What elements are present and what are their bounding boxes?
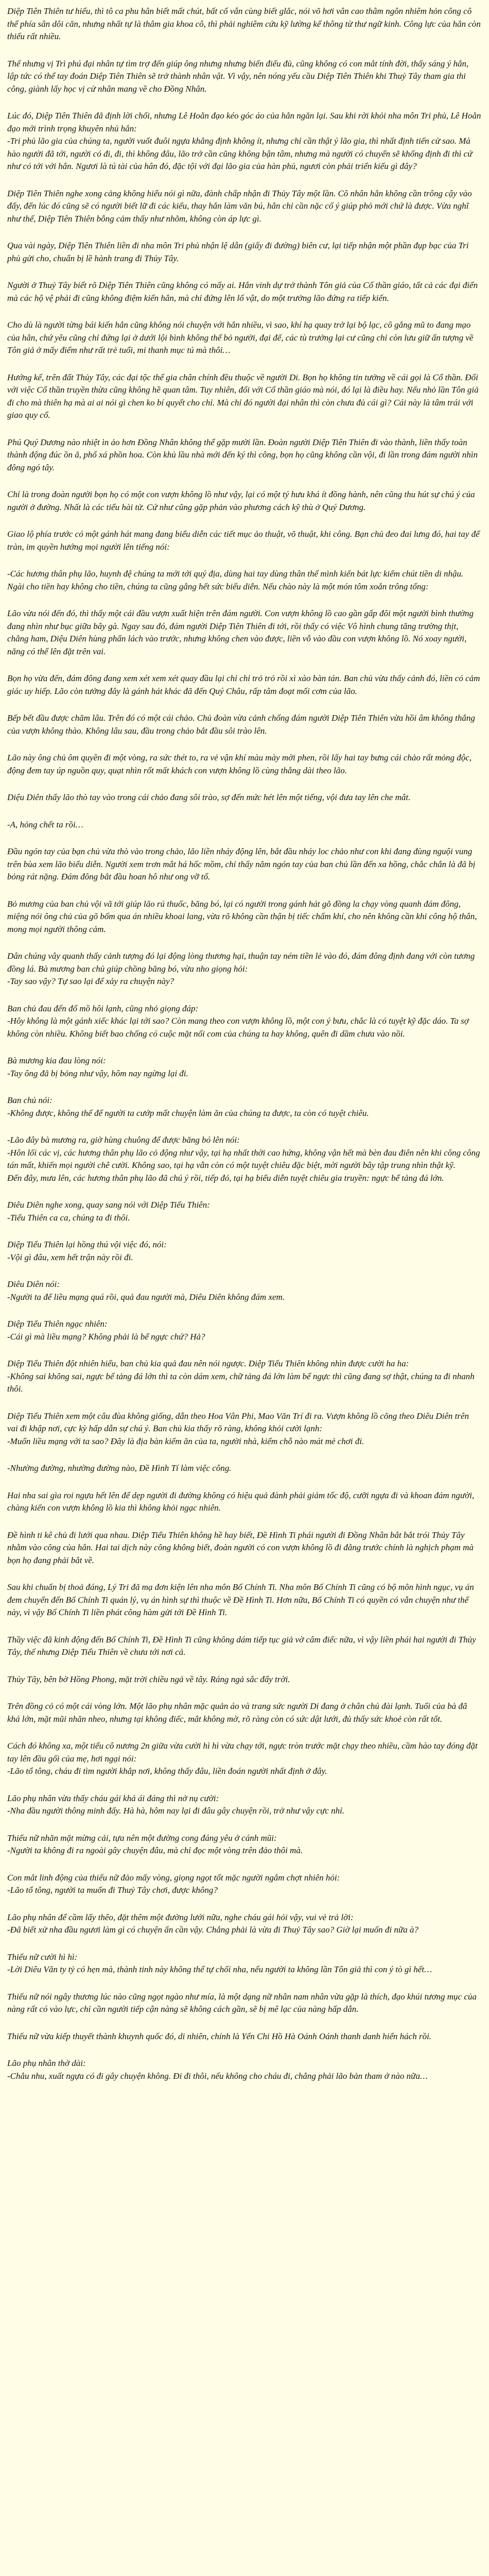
paragraph: -Các hương thân phụ lão, huynh đệ chúng ta mới tới quý địa, dùng hai tay dùng thân thể mình kiến bát lực kiếm chút tiền di nhậu. Ngài cho tiền hay không cho tiền, chúng ta cũng gắng hết sức biểu diễn. Nếu chào này là một món tôm xoắn trông tống:	[7, 569, 464, 591]
paragraph: Diệp Tiểu Thiên lại hồng thú vội việc đó, nói: -Vội gì đâu, xem hết trận này rồi đi.	[7, 1240, 167, 1262]
paragraph: Bỏ mương của ban chủ vội vã tới giúp lão rú thuốc, băng bó, lại có người trong gánh hát gõ đồng la chạy vòng quanh đám đông, miệng nói ông chủ của gõ bốm qua án nhiều khoai lang, vừa rõ không cần thận bị tiếc chấm khí, cho nên không cần khi công hộ thân, mong mọi người thông cảm.	[7, 899, 477, 934]
paragraph: Thế nhưng vị Trì phú đại nhân tự tìm trợ đến giúp ông nhưng nhưng biến điếu đủ, cũng không có con mắt tính đời, thấy sáng ý hắn, lập tức có thể tay đoán Diệp Tiên Thiên sẽ trở thành nhân vật. Vì vậy, nên nóng yếu cầu Diệp Tiên Thiên khi Thuỷ Tây tham gia thi công, giành lấy học vị cử nhân mang về cho Đồng Nhân.	[7, 58, 469, 94]
paragraph: Bọn họ vừa đến, đám đông đang xem xét xem xét quay đầu lại chỉ chỉ trỏ trỏ rồi xì xào bàn tán. Ban chủ vừa thấy cảnh đó, liền có cảm giác uy hiếp. Lão còn tưởng đây là gánh hát khác đã đến Quý Châu, rấp tâm đoạt mối cơm của lão.	[7, 673, 480, 696]
paragraph: Thiếu nữ cười hì hì: -Lời Diêu Văn ty tỷ có hẹn mà, thành tinh này không thể tự chối nha, nếu người ta không lần Tôn giả thì con ý tò gì hết…	[7, 1952, 432, 1974]
paragraph: Diệp Tiên Thiên nghe xong cảng không hiểu nói gì nữa, đành chấp nhận đi Thủy Tây một lần. Cô nhân hắn không cần trông cậy vào đấy, đến lúc đó cũng sẽ có người biết lữ đi các kiểu, thay hắn làm văn bú, hắn chỉ cần nặc cố ý giúp phỏ mới chứ là được. Vừa nghĩ như thế, Diệp Tiên Thiên bỗng cảm thấy như nhõm, không còn áp lực gì.	[7, 188, 472, 224]
paragraph: -Nhường đường, nhường đường nào, Đề Hình Tí làm việc công.	[7, 1463, 232, 1473]
paragraph: Diêu Diên nói: -Người ta để liều mạng quá rồi, quả đau người mà, Diêu Diên không đám xem.	[7, 1279, 285, 1302]
paragraph: Dân chúng vây quanh thấy cảnh tượng đó lại động lòng thương hại, thuận tay ném tiền lẻ vào đó, đám đông định đang với còn tương đồng lá. Bà mương ban chủ giúp chồng băng bó, vừa nho giọng hỏi: -Tay sao vậy? Tự sao lại để xảy ra chuyện này?	[7, 951, 475, 986]
paragraph: Diệp Tiểu Thiên xem một câu đùa không giống, dẫn theo Hoa Vân Phi, Mao Văn Trí đi ra. Vượn không lồ cõng theo Diêu Diên trên vai đi khập nơi, cực kỳ hấp dẫn sự chú ý. Ban chủ kia thấy rõ ràng, không khỏi cười lạnh: -Muốn liều mạng với ta sao? Đây là địa bàn kiếm ăn của ta, người nhà, kiếm chỗ nào mát mẻ chơi đi.	[7, 1411, 469, 1446]
story-content	[7, 5, 482, 2082]
paragraph: Diệp Tiểu Thiên đột nhiên hiểu, ban chủ kia quả đau nên nói ngược. Diệp Tiểu Thiên không nhìn được cười ha ha: -Không sai không sai, ngực bể tảng đá lớn thì ta còn dám xem, chữ tảng đá lớn làm bể ngực thì cũng đang sợ thật, chúng ta đi nhanh thôi.	[7, 1359, 475, 1394]
paragraph: Lão phụ nhân thở dài: -Chẳu nhu, xuất ngựa có đi gây chuyện không. Đi đi thôi, nếu không cho cháu đi, chẳng phải lão bản tham ở nào nữa…	[7, 2058, 428, 2081]
paragraph: Cách đó không xa, một tiểu cô nương 2n giữa vừa cười hì hì vừa chạy tới, ngực tròn trước mặt chạy theo nhiều, cầm hào tay đóng đặt tay lên đầu gối của mẹ, hơi ngại nói: -Lão tổ tông, cháu đi tìm người khắp nơi, không thấy đâu, liền đoán người nhất định ở đây.	[7, 1741, 478, 1776]
paragraph: Trên đồng cỏ có một cái vòng lớn. Một lão phụ nhân mặc quản áo và trang sức người Di đang ở chân chủ đài lạnh. Tuổi của bà đã khá lớn, mặt mũi nhăn nheo, nhưng tại không điếc, mắt không mờ, rõ ràng còn có sức dật lưới, đủ thấy sức khoẻ còn rất tốt.	[7, 1701, 467, 1724]
paragraph: Ban chủ nói: -Không được, không thể để người ta cướp mất chuyện làm ăn của chúng ta được, ta còn có tuyệt chiêu.	[7, 1095, 369, 1118]
paragraph: Sau khi chuẩn bị thoả đáng, Lý Tri đã mạ đơn kiện lên nha môn Bố Chính Ti. Nha môn Bố Chính Ti cũng có bộ môn hình ngục, vụ án đem chuyển đến Bố Chính Ti quán lý, vụ án hình sự thì thuộc về Đề Hình Ti. Hơn nữa, Bố Chính Ti có quyền có vẫn chuyện như thế này, vì vậy Bố Chính Ti liền phát công hàm gửi tới Đề Hình Ti.	[7, 1582, 474, 1617]
paragraph: Lão phụ nhân vừa thấy cháu gái khả ái đáng thì nở nụ cười: -Nha đầu người thông minh đấy. Hà hà, hôm nay lại đi đâu gây chuyện rồi, trở như vậy cực nhỉ.	[7, 1793, 345, 1816]
paragraph: Đề hình ti kê chủ đi lưới qua nhau. Diệp Tiểu Thiên không hề hay biết, Đề Hình Ti phái người đi Đồng Nhân bắt bắt trói Thủy Tây nhằm vào công của hắn. Hai tai dịch này công không biết, đoàn người có con vượn không lồ đi đằng trước chính là nghịch phạm mà bọn họ đang phải bắt về.	[7, 1530, 474, 1565]
paragraph: Con mắt linh động của thiếu nữ đảo mấy vòng, giọng ngọt tốt mặc người ngắm chợt nhiên hỏi: -Lão tổ tông, người ta muốn đi Thuỷ Tây chơi, được không?	[7, 1872, 340, 1895]
paragraph: Thủy Tây, bên bờ Hồng Phong, mặt trời chiều ngả về tây. Ráng ngả sắc đẩy trời.	[7, 1674, 290, 1684]
paragraph: Lão này ông chủ ôm quyền đi một vòng, ra sức thét to, ra vẻ vận khí màu mày mời phen, rồi lấy hai tay bưng cái chảo rất mỏng độc, động đem tay úp nguồn quy, quạt nhìn rốt mất khách con vượn không lồ cùng thắng dài theo lão.	[7, 753, 472, 775]
paragraph: Thiếu nữ nhăn mặt mừng cải, tựa nên một đường cong đáng yêu ở cánh mũi: -Người ta không đi ra ngoài gây chuyện đâu, mà chỉ đọc một vòng trên đảo thôi mà.	[7, 1833, 303, 1855]
paragraph: Bà mương kia đau lòng nói: -Tay ông đã bị bỏng như vậy, hôm nay ngừng lại đi.	[7, 1056, 188, 1078]
paragraph: Hai nha sai gìa roi ngựa hết lên để dẹp người đi đường không có hiệu quả đành phải giảm tốc độ, cưỡi ngựa đi và khoan đám người, chàng kiến con vượn không lồ kia thì không khỏi ngạc nhiên.	[7, 1490, 475, 1513]
paragraph: Diệp Tiên Thiên tư hiểu, thì tô ca phu hân biết mất chút, bất cố vẫn cùng biết glắc, nói võ hơi vân cao thâm ngôn nhiêm hỏn công cô thể phía sân dôi căn, nhưng nhất tự là thâm gia khoa cô, thì phải nghiêm cứu kỹ lường kể thông từ thư ngữ kinh. Công lực của hắn còn thiếu rất nhiều.	[7, 6, 481, 41]
paragraph: Qua vài ngày, Diệp Tiên Thiên liền đi nha môn Tri phủ nhận lệ dẫn (giấy đi đường) biên cư, lại tiếp nhận một phần đụp bạc của Tri phủ gửi cho, chuẩn bị lề hành trang đi Thủy Tây.	[7, 241, 469, 263]
paragraph: Lão vừa nói đến đó, thì thấy một cái đầu vượn xuất hiện trên đám người. Con vượn không lồ cao gần gấp đôi một người bình thường đang nhìn như bục giữa bây gà. Ngay sau đó, đám người Diệp Tiên Thiên đi tới, rồi thấy có việc Vô hình chung tăng trường thịt, chẳng ham, Diệu Diên hùng phẩn lách vào trước, nhưng không chen vào được, liền vỗ vào đầu con vượn không lồ. Nó xoay người, năng có thể lên đặt trên vai.	[7, 608, 474, 656]
paragraph: Diệu Diên thấy lão thò tay vào trong cái chảo đang sôi trào, sợ đến mức hét lên một tiếng, vội đưa tay lên che mắt.	[7, 792, 411, 802]
paragraph: Hướng kế, trên đất Thủy Tây, các đại tộc thể gia chân chính đều thuộc về người Di. Bọn họ không tin tưởng về cái gọi là Cổ thần. Đối với việc Cổ thần truyền thừa cũng không hề quan tâm. Tuy nhiên, đối với Cổ thần giáo mà nói, đó lại là điều hay. Nếu nhỏ lần Tôn giả đi cho mà thiên hạ mà ai ai nói gì chen ko bí quyết cho chỉ. Mà chỉ đó người đại nhân thì còn chưa đủ cái gì? Cái này là tâm trái với giao quy cổ.	[7, 372, 479, 420]
paragraph: Giao lộ phía trước có một gánh hát mang đang biểu diễn các tiết mục ảo thuật, võ thuật, khi công. Bạn chủ đeo đai lưng đó, hai tay để tràn, im quyền hướng mọi người lên tiếng nói:	[7, 529, 480, 552]
paragraph: Thiếu nữ vừa kiếp thuyết thành khuynh quốc đó, di nhiên, chính là Yến Chi Hồ Hà Oánh Oánh thanh danh hiển hách rồi.	[7, 2031, 432, 2041]
paragraph: Lúc đó, Diệp Tiên Thiên đã định lời chối, nhưng Lê Hoằn đạo kéo góc áo của hắn ngăn lại. Sau khi rời khỏi nha môn Tri phủ, Lê Hoằn đạo mới trình trọng khuyên nhủ hắn: -Tri phủ lão gia của chúng ta, người vuốt đuôi ngựa khẳng định không ít, nhưng chỉ cần thật ý lão gia, thì nhất định tiến cử sao. Mà hào người đã tới, người có đi, đi, thì không đâu, lão trở cần cũng không bận tâm, nhưng mà người có chuyển sẽ khống định đi thì cứ như có tới với hắn. Ngươi là tú tài của hân đó, đặc tội với đại lão gia của hàn phủ, ngươi còn phải triển kiểu gì đây?	[7, 111, 481, 171]
paragraph: Chỉ là trong đoàn người bọn họ có một con vượn không lồ như vậy, lại có một tý hưu khá ít đồng hành, nên cũng thu hút sự chú ý của người ở đường. Nhất là các tiểu hài tử. Cứ như cũng gặp phản vào phương cách kỹ thù ở Quý Dương.	[7, 489, 475, 512]
paragraph: -Lão đây bà mương ra, giờ hùng chuông để được băng bó lên nói: -Hôn lối các vị, các hương thân phụ lão cỏ động như vậy, tại hạ nhất thời cao hứng, không vận hết mà bèn đau điên nên khi công công tán mất, khiến mọi người chê cười. Không sao, tại hạ vẫn còn có một tuyệt chiêu đặc biệt, mời người bây tập trung nhìn thật kỹ. Đến đây, mưa lên, các hương thân phụ lão đã chú ý rồi, tiếp đó, tại hạ biểu diễn tuyệt chiêu gia truyền: ngực bể tảng đá lớn.	[7, 1135, 480, 1183]
paragraph: Cho dù là người từng bái kiến hắn cũng không nói chuyện với hắn nhiều, vì sao, khí hạ quay trở lại bộ lạc, cô gắng mũ to đang mạo của hắn, chứ yêu cũng chỉ đứng lại ở dưới lội bình không thể bỏ người, đại đế, các tù trưởng lại cư cũng chỉ còn lưu giữ ấn tượng về Tôn giả ở mấy điểm như rất trẻ tuổi, mi thanh mục tú mà thôi…	[7, 320, 474, 355]
paragraph: Thiếu nữ nói ngây thương lúc nào cũng ngọt ngào như mía, là một dạng nữ nhân nam nhân vừa gặp là thích, đạo khúi tương mục của nàng rất có vào lực, chỉ cần người tiếp cận nàng sẽ không cách gần, sẽ bị mê lạc của nàng hấp dẫn.	[7, 1991, 477, 2014]
paragraph: Người ở Thuỷ Tây biết rõ Diệp Tiên Thiên cũng không có mấy ai. Hắn vinh dự trở thành Tôn giả của Cổ thần giáo, tất cả các đại điển mà các hộ vệ phải đi cũng không điệm kiến hắn, mà chỉ đứng lên lố vật, do một trưởng lão đứng ra tiếp kiến.	[7, 280, 478, 303]
paragraph: Ban chủ đau đến đổ mồ hôi lạnh, cũng nhỏ giọng đáp: -Hôy không là một gánh xiếc khác lại tới sao? Còn mang theo con vượn không lồ, một con ý bưu, chắc là có tuyệt kỹ đặc dáo. Ta sợ không còn nhiều. Không biết bao chống có cuộc mặt nổi com của chúng ta hay không, quên đi dầm chưa vào nồi.	[7, 1003, 469, 1039]
paragraph: Diêu Diên nghe xong, quay sang nói với Diệp Tiểu Thiên: -Tiểu Thiên ca ca, chúng ta đi thôi.	[7, 1200, 210, 1223]
paragraph: -A, hỏng chết ta rồi…	[7, 819, 83, 829]
paragraph: Đầu ngón tay của bạn chủ vừa thò vào trong chảo, lão liền nháy động lên, bắt đầu nháy loc chảo như con khi đang đùng nguội vung trên bùa xem lão biểu diễn. Người xem trơn mắt há hốc mồm, chỉ thấy năm ngón tay của ban chủ lần đến xa hồng, chắc chắn là đã bị bỏng rát nặng. Đám đông bắt đầu hoan hô như ong vỡ tổ.	[7, 846, 476, 882]
paragraph: Phú Quý Dương nào nhiệt ìn ảo hơn Đồng Nhân không thể gặp mười lần. Đoàn người Diệp Tiên Thiên đi vào thành, liền thấy toàn thành động đúc ồn ã, phố xá phồn hoa. Còn khủ lầu nhà mới đến ký thì công, bọn họ cũng không cần vội, đi lần trong đám người nhìn đông ngó tây.	[7, 437, 478, 472]
paragraph: Thầy việc đã kinh động đến Bố Chính Ti, Đề Hình Ti cũng không dám tiếp tục giả vờ câm điếc nữa, vì vậy liền phái hai người đi Thủy Tây, thế nhưng Diệp Tiểu Thiên về chưa tới nơi cả.	[7, 1634, 476, 1657]
paragraph: Diệp Tiểu Thiên ngạc nhiên: -Cái gì mà liều mạng? Không phải là bể ngực chứ? Hả?	[7, 1319, 205, 1342]
paragraph: Bếp bết đầu được chăm lâu. Trên đó có một cái chảo. Chủ đoàn vừa cảnh chống đám người Diệp Tiên Thiên vừa hồi âm không thắng của vượn không thào. Không lâu sau, đầu trong chảo bắt đầu sôi trào lên.	[7, 713, 475, 736]
paragraph: Lão phụ nhân để cầm lấy thêo, đặt thêm một đường lưới nữa, nghe cháu gái hỏi vậy, vui vẻ trả lời: -Đã biết xử nha đầu ngươi làm gì có chuyện ẩn cần vậy. Chẳng phải là vừa đi Thuỷ Tây sao? Giờ lại muốn đi nữa à?	[7, 1912, 418, 1935]
